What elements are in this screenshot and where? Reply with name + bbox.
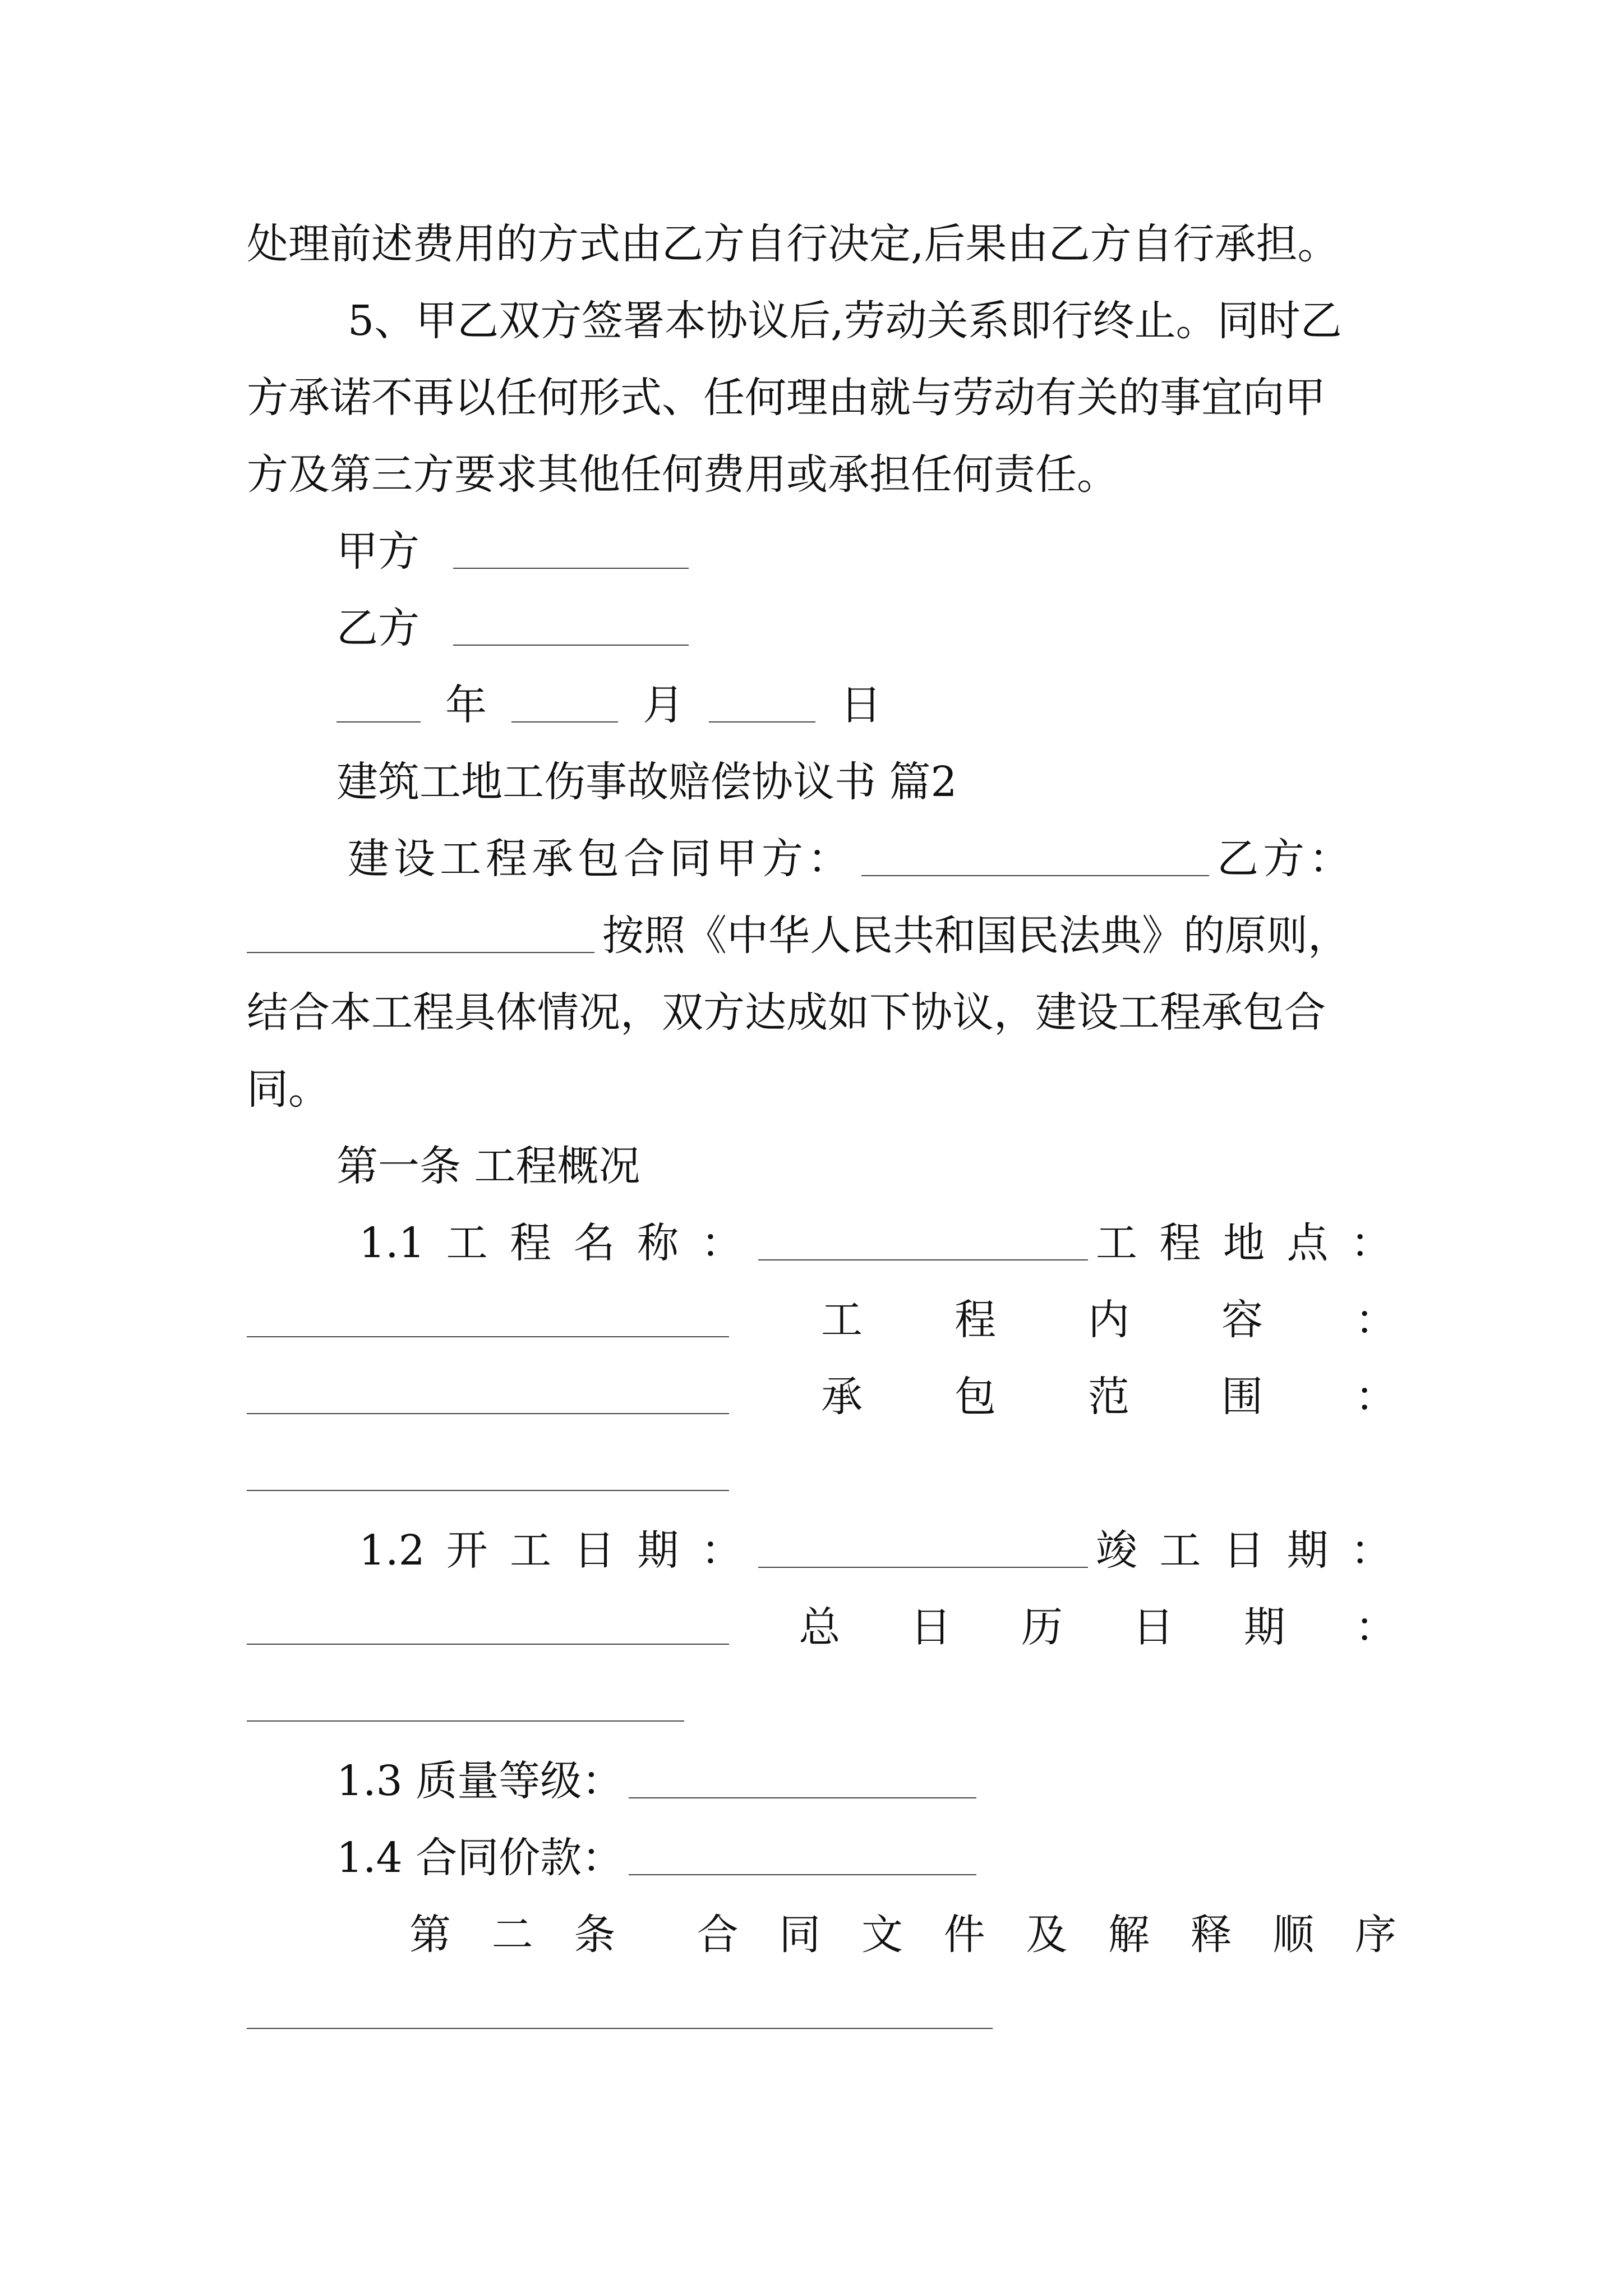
total-days-char: 日 [1132,1603,1174,1651]
contract-price-label: 1.4 合同价款： [336,1834,624,1882]
contract-price-blank [629,1841,976,1875]
total-days-char: 期 [1243,1603,1285,1651]
section-title: 建筑工地工伤事故赔偿协议书 篇2 [336,758,957,806]
quality-grade-label: 1.3 质量等级： [336,1757,624,1805]
section-1-1-number: 1.1 [359,1219,425,1267]
contract-scope-char: 承 [821,1373,863,1421]
contract-party-b-blank [247,918,594,953]
project-content-char: 程 [955,1296,996,1344]
paragraph-line: 方承诺不再以任何形式、任何理由就与劳动有关的事宜向甲 [247,374,1326,422]
total-days-blank [247,1687,684,1722]
article-2-char: 件 [943,1911,985,1959]
contract-scope-blank-line [247,1437,1396,1510]
colon: ： [1355,1296,1396,1344]
contract-party-b-label: 乙方： [1217,835,1355,883]
month-blank [511,688,618,723]
article-2-char: 顺 [1272,1911,1315,1959]
total-days-char: 总 [799,1603,841,1651]
year-label: 年 [445,681,487,729]
contract-scope-line [247,1360,1396,1433]
contract-party-a-blank [861,841,1209,876]
article-2-char: 第 [409,1911,451,1959]
party-b-signature-line [336,592,1396,665]
article-2-char: 文 [861,1911,903,1959]
day-blank [709,688,815,723]
completion-date-label: 竣 工 日 期 ： [1095,1526,1396,1575]
paragraph-line: 处理前述费用的方式由乙方自行决定,后果由乙方自行承担。 [247,220,1339,268]
party-a-blank [453,534,689,569]
quality-grade-blank [629,1764,976,1798]
project-content-line [247,1283,1396,1356]
law-text: 按照《中华人民共和国民法典》的原则， [602,912,1349,960]
article-2-char: 同 [779,1911,821,1959]
project-content-char: 容 [1221,1296,1263,1344]
article-1-heading: 第一条 工程概况 [336,1142,640,1190]
section-1-4-line [336,1821,1396,1894]
project-content-char: 工 [821,1296,863,1344]
paragraph-line: 结合本工程具体情况，双方达成如下协议，建设工程承包合 [247,988,1326,1037]
section-1-2-line [359,1514,1396,1587]
year-blank [336,688,421,723]
contract-scope-char: 范 [1088,1373,1129,1421]
paragraph-line: 方及第三方要求其他任何费用或承担任何责任。 [247,450,1118,499]
date-line [336,669,1396,742]
contract-parties-line [348,822,1396,895]
party-b-label: 乙方 [336,604,419,652]
colon: ： [1355,1373,1396,1421]
article-2-blank-line [247,1975,1396,2048]
project-location-blank [247,1303,729,1337]
project-name-label: 工 程 名 称 ： [446,1219,747,1267]
article-2-char: 条 [574,1911,616,1959]
section-1-2-number: 1.2 [359,1526,425,1575]
start-date-label: 开 工 日 期 ： [446,1526,747,1575]
article-2-char: 释 [1190,1911,1232,1959]
article-2-blank [247,1994,993,2029]
month-label: 月 [643,681,684,729]
article-2-char: 二 [491,1911,533,1959]
party-a-label: 甲方 [336,527,419,576]
contract-scope-blank [247,1456,729,1491]
project-location-label: 工 程 地 点 ： [1095,1219,1396,1267]
day-label: 日 [840,681,882,729]
article-2-char: 解 [1108,1911,1150,1959]
project-name-blank [758,1226,1088,1260]
article-2-char: 序 [1354,1911,1396,1959]
clause-5-line: 5、甲乙双方签署本协议后,劳动关系即行终止。同时乙 [348,297,1342,345]
contract-scope-char: 围 [1221,1373,1263,1421]
colon: ： [1354,1603,1396,1651]
party-a-signature-line [336,515,1396,588]
start-date-blank [758,1533,1088,1568]
article-2-char: 及 [1026,1911,1068,1959]
contract-party-a-label: 建设工程承包合同甲方： [348,835,854,883]
article-2-heading [409,1898,1396,1971]
total-days-blank-line [247,1668,1396,1741]
section-1-1-line [359,1207,1396,1280]
completion-date-blank [247,1610,729,1645]
project-content-blank [247,1379,729,1414]
law-line [247,899,1396,972]
party-b-blank [453,611,689,646]
total-days-char: 日 [910,1603,952,1651]
contract-scope-char: 包 [955,1373,996,1421]
project-content-char: 内 [1088,1296,1129,1344]
paragraph-line: 同。 [247,1065,330,1114]
section-1-3-line [336,1745,1396,1818]
article-2-char: 合 [697,1911,739,1959]
total-days-char: 历 [1021,1603,1063,1651]
total-days-line [247,1591,1396,1664]
